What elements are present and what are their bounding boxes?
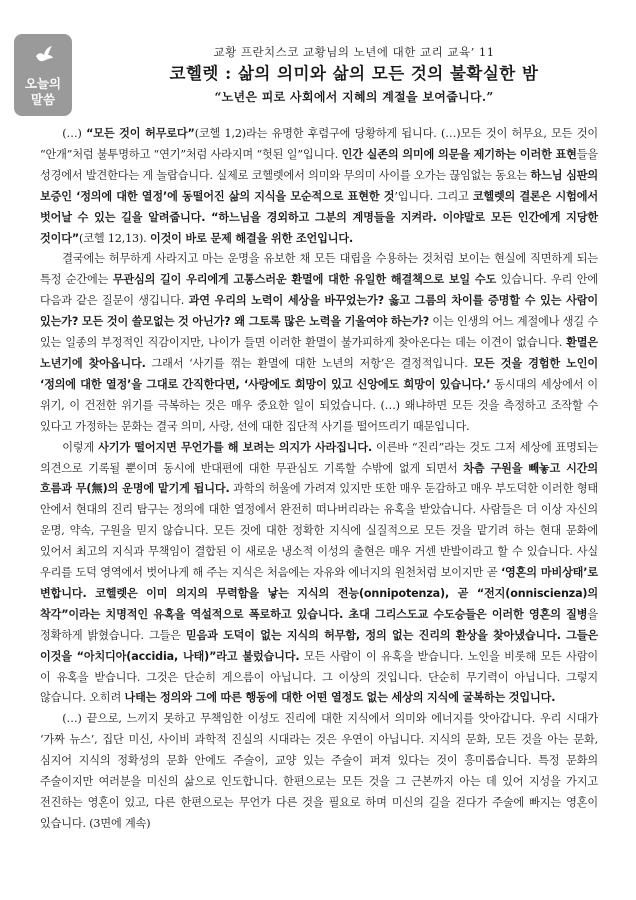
text-segment: (…) 끝으로, 느끼지 못하고 무책임한 이성도 진리에 대한 지식에서 의미와 에너지를 앗아갑니다. 우리 시대가 ‘가짜 뉴스’, 집단 미신, 사이비 과학적 진실의 시대라는 것은 우연이 아닙니다. 지식의 문화, 모든 것을 아는 문화, 심지어 지식의 정확성의 문화 안에도 주술이, 교양 있는 주술이 퍼져 있다는 것이 흥미롭습니다. 특정 문화의 주술이지만 여러분을 미신의 삶으로 인도합니다. 한편으로는 모든 것을 그 근본까지 아는 데 있어 지성을 가지고 전진하는 영혼이 있고, 다른 한편으로는 무언가 다른 것을 필요로 하며 미신의 길을 걷다가 주술에 빠지는 영혼이 있습니다. (3면에 계속) xyxy=(40,712,598,830)
article-header xyxy=(82,44,626,106)
article-title: 코헬렛 : 삶의 의미와 삶의 모든 것의 불확실한 밤 xyxy=(169,64,539,83)
text-segment: (코헬 1,2)라는 유명한 후렴구에 당황하게 됩니다. (…)모든 것이 허무요, 모든 것이 “안개”처럼 불투명하고 “연기”처럼 사라지며 “헛된 일”입니다. xyxy=(40,127,598,161)
bold-text-segment: 나태는 정의와 그에 따른 행동에 대한 어떤 열정도 없는 세상의 지식에 굴복하는 것입니다. xyxy=(124,691,556,705)
text-segment: ’입니다. 그리고 xyxy=(394,189,473,203)
bold-text-segment: 이것이 바로 문제 해결을 위한 조언입니다. xyxy=(149,231,354,245)
bold-text-segment: 차츰 구원을 빼놓고 시간의 흐름과 무(無)의 운명에 맡기게 됩니다. xyxy=(40,461,599,496)
text-segment: 이렇게 xyxy=(62,440,99,454)
paragraph xyxy=(40,249,598,437)
bold-text-segment: ‘영혼의 마비상태’로 변합니다. 코헬렛은 이미 의지의 무력함을 낳는 지식의 전능(onnipotenza), 곧 “전지(onniscienza)의 착각”이라는 치명적인 유혹을 역설적으로 폭로하고 있습니다. 초대 그리스도교 수도승들은 이러한 영혼의 질병 xyxy=(40,566,598,621)
todays-word-badge xyxy=(14,34,72,116)
bold-text-segment: 믿음과 도덕이 없는 지식의 허무함, 정의 없는 진리의 환상을 찾아냈습니다. 그들은 이것을 “아치디아(accidia, 나태)”라고 불렀습니다. xyxy=(40,628,598,663)
text-segment: 이는 인생의 어느 계절에나 생길 수 있는 일종의 부정적인 직감이지만, 나이가 들면 이러한 환멸이 불가피하게 찾아온다는 데는 이견이 없습니다. xyxy=(40,315,598,350)
bold-text-segment: 과연 우리의 노력이 세상을 바꾸었는가? 옳고 그름의 차이를 증명할 수 있는 사람이 있는가? 모든 것이 쓸모없는 것 아닌가? 왜 그토록 많은 노력을 기울여야 하는가? xyxy=(40,294,598,329)
bold-text-segment: 모든 것을 경험한 노인이 ‘정의에 대한 열정’을 그대로 간직한다면, ‘사랑에도 희망이 있고 신앙에도 희망이 있습니다.’ xyxy=(40,356,598,391)
bold-text-segment: 하느님 심판의 보증인 ‘정의에 대한 열정’에 동떨어진 삶의 지식을 모순적으로 표현한 것 xyxy=(40,168,598,203)
bold-text-segment: 코헬렛의 결론은 시험에서 벗어날 수 있는 길을 알려줍니다. “하느님을 경외하고 그분의 계명들을 지켜라. 이야말로 모든 인간에게 지당한 것이다” xyxy=(40,189,598,245)
dove-icon xyxy=(33,44,55,66)
paragraph xyxy=(40,709,598,834)
text-segment: 있습니다. 우리 안에 다음과 같은 질문이 생깁니다. xyxy=(40,273,598,308)
text-segment: (코헬 12,13). xyxy=(79,231,150,245)
badge-line-2: 말씀 xyxy=(30,92,56,107)
article-body xyxy=(40,124,598,835)
article-subtitle: “노년은 피로 사회에서 지혜의 계절을 보여줍니다.” xyxy=(214,90,494,104)
text-segment: 동시대의 세상에서 이 위기, 이 건전한 위기를 극복하는 것은 매우 중요한 일이 되었습니다. (…) 왜냐하면 모든 것을 측정하고 조작할 수 있다고 가정하는 문화는 결국 의미, 사랑, 선에 대한 집단적 사기를 떨어뜨리기 때문입니다. xyxy=(40,377,598,433)
paragraph xyxy=(40,124,598,249)
text-segment: 결국에는 허무하게 사라지고 마는 운명을 유보한 채 모든 대립을 수용하는 것처럼 보이는 현실에 직면하게 되는 특정 순간에는 xyxy=(40,252,598,287)
text-segment: (…) xyxy=(62,127,87,140)
text-segment: 이른바 “진리”라는 것도 그저 세상에 표명되는 의견으로 기록될 뿐이며 동시에 반대편에 대한 무관심도 기록할 수밖에 없게 되면서 xyxy=(40,440,598,475)
text-segment: 을 정확하게 밝혔습니다. 그들은 xyxy=(40,607,598,642)
text-segment: 모든 사람이 이 유혹을 받습니다. 노인을 비롯해 모든 사람이 이 유혹을 받습니다. 그것은 단순히 게으름이 아닙니다. 그 이상의 것입니다. 단순히 무기력이 아닙니다. 그렇지 않습니다. 오히려 xyxy=(40,649,598,705)
series-title: 교황 프란치스코 교황님의 노년에 대한 교리 교육’ 11 xyxy=(213,45,495,59)
bold-text-segment: “모든 것이 허무로다” xyxy=(86,127,195,140)
text-segment: 그래서 ‘사기를 꺾는 환멸에 대한 노년의 저항’은 결정적입니다. xyxy=(145,356,474,370)
bold-text-segment: 사기가 떨어지면 무언가를 해 보려는 의지가 사라집니다. xyxy=(98,440,373,454)
bold-text-segment: 환멸은 노년기에 찾아옵니다. xyxy=(40,336,598,370)
badge-line-1: 오늘의 xyxy=(24,76,62,91)
bold-text-segment: 무관심의 길이 우리에게 고통스러운 환멸에 대한 유일한 해결책으로 보일 수도 xyxy=(112,273,497,287)
paragraph xyxy=(40,438,598,710)
bold-text-segment: 인간 실존의 의미에 의문을 제기하는 이러한 표현 xyxy=(341,147,577,161)
text-segment: 과학의 허울에 가려져 있지만 또한 매우 둔감하고 매우 부도덕한 이러한 형태 안에서 현대의 진리 탐구는 정의에 대한 열정에서 완전히 떠나버리라는 유혹을 받았습니다. 사람들은 더 이상 자신의 운명, 약속, 구원을 믿지 않습니다. 모든 것에 대한 정확한 지식에 실질적으로 모든 것을 맡기려 하는 현대 문화에 있어서 최고의 지식과 무책임이 결합된 이 새로운 냉소적 이성의 출현은 매우 거센 반발이라고 할 수 있습니다. 사실 우리를 도덕 영역에서 벗어나게 해 주는 지식은 처음에는 자유와 에너지의 원천처럼 보이지만 곧 xyxy=(40,482,598,580)
text-segment: 들을 성경에서 발견한다는 게 놀랍습니다. 실제로 코헬렛에서 의미와 무의미 사이를 오가는 끊임없는 동요는 xyxy=(40,147,598,182)
